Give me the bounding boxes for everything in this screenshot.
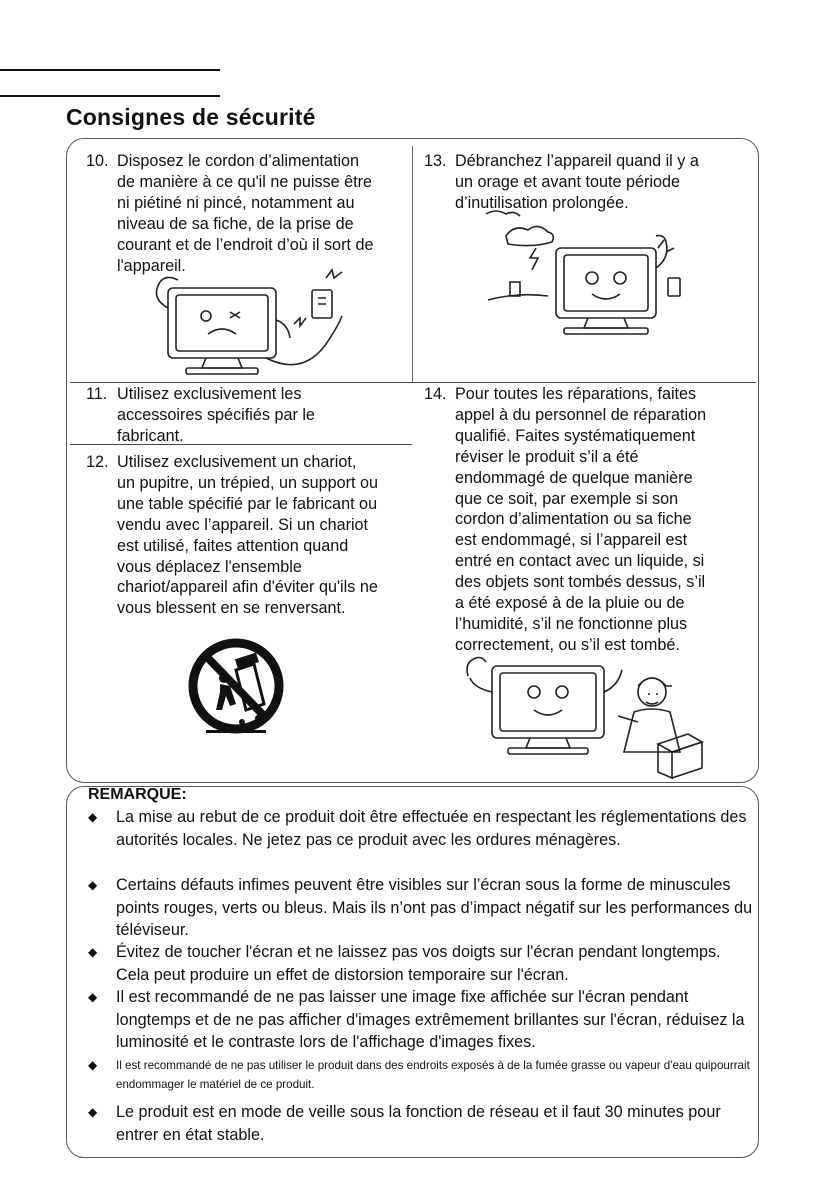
bullet-diamond-icon: ◆ — [88, 990, 98, 1004]
safety-item-13 — [424, 151, 754, 214]
item-text: Utilisez exclusivement un chariot, un pupitre, un trépied, un support ou une table spécifié par le fabricant ou vendu avec l’appareil. Si un chariot est utilisé, faites attention quand vous déplacez l'ensemble chariot/appareil afin d'éviter qu'ils ne vous blessent en se renversant. — [117, 453, 378, 618]
note-text: Certains défauts infimes peuvent être visibles sur l’écran sous la forme de minuscules points rouges, verts ou bleus. Mais ils n’ont pas d’impact négatif sur les performances du téléviseur. — [116, 876, 753, 939]
safety-item-14 — [424, 384, 754, 656]
item-text: Disposez le cordon d’alimentation de manière à ce qu'il ne puisse être ni piétiné ni pincé, notamment au niveau de sa fiche, de la prise de courant et de l’endroit d’où il sort de l'appareil. — [117, 152, 374, 275]
header-rule-top — [0, 69, 220, 71]
item-number: 11. — [86, 385, 108, 403]
note-bullet-2 — [88, 874, 758, 942]
note-heading: REMARQUE: — [88, 786, 187, 803]
bullet-diamond-icon: ◆ — [88, 1058, 98, 1072]
item-text: Débranchez l’appareil quand il y a un orage et avant toute période d’inutilisation prolongée. — [455, 152, 699, 212]
note-text: Il est recommandé de ne pas laisser une image fixe affichée sur l'écran pendant longtemps et de ne pas afficher d'images extrêmement brillantes sur l'écran, réduisez la luminosité et le contraste lors de l'affichage d'images fixes. — [116, 988, 745, 1051]
tv-unplug-illustration-icon — [146, 268, 356, 380]
note-text: La mise au rebut de ce produit doit être effectuée en respectant les réglementations des autorités locales. Ne jetez pas ce produit avec les ordures ménagères. — [116, 808, 747, 849]
safety-item-11 — [86, 384, 406, 447]
column-divider — [412, 146, 413, 382]
item-number: 13. — [424, 152, 447, 170]
item-number: 12. — [86, 453, 109, 471]
cart-tipover-warning-icon — [186, 636, 286, 740]
safety-item-10 — [86, 151, 406, 276]
bullet-diamond-icon: ◆ — [88, 878, 98, 892]
header-rule-bottom — [0, 95, 220, 97]
tv-repair-technician-icon — [462, 652, 708, 782]
note-bullet-6 — [88, 1101, 758, 1146]
note-bullet-1 — [88, 806, 758, 851]
note-bullet-3 — [88, 941, 758, 986]
item-text: Pour toutes les réparations, faites appel à du personnel de réparation qualifié. Faites systématiquement réviser le produit s’il a été endommagé de quelque manière que ce soit, par exemple si son cordon d’alimentation ou sa fiche est endommagé, si l’appareil est entré en contact avec un liquide, si des objets sont tombés dessus, s’il a été exposé à de la pluie ou de l’humidité, s’il ne fonctionne plus correctement, ou s’il est tombé. — [455, 385, 707, 654]
tv-storm-illustration-icon — [480, 208, 690, 336]
note-text: Évitez de toucher l'écran et ne laissez pas vos doigts sur l'écran pendant longtemps. Cela peut produire un effet de distorsion temporaire sur l'écran. — [116, 943, 721, 984]
note-text: Le produit est en mode de veille sous la fonction de réseau et il faut 30 minutes pour entrer en état stable. — [116, 1103, 721, 1144]
note-bullet-5 — [88, 1056, 758, 1094]
bullet-diamond-icon: ◆ — [88, 945, 98, 959]
item-number: 14. — [424, 385, 447, 403]
bullet-diamond-icon: ◆ — [88, 810, 98, 824]
note-text: Il est recommandé de ne pas utiliser le produit dans des endroits exposés à de la fumée grasse ou vapeur d'eau quipourrait endommager le matériel de ce produit. — [116, 1059, 750, 1091]
item-number: 10. — [86, 152, 109, 170]
page-title: Consignes de sécurité — [66, 104, 316, 130]
bullet-diamond-icon: ◆ — [88, 1105, 98, 1119]
note-bullet-4 — [88, 986, 758, 1054]
item-text: Utilisez exclusivement les accessoires spécifiés par le fabricant. — [117, 385, 315, 445]
safety-item-12 — [86, 452, 408, 619]
